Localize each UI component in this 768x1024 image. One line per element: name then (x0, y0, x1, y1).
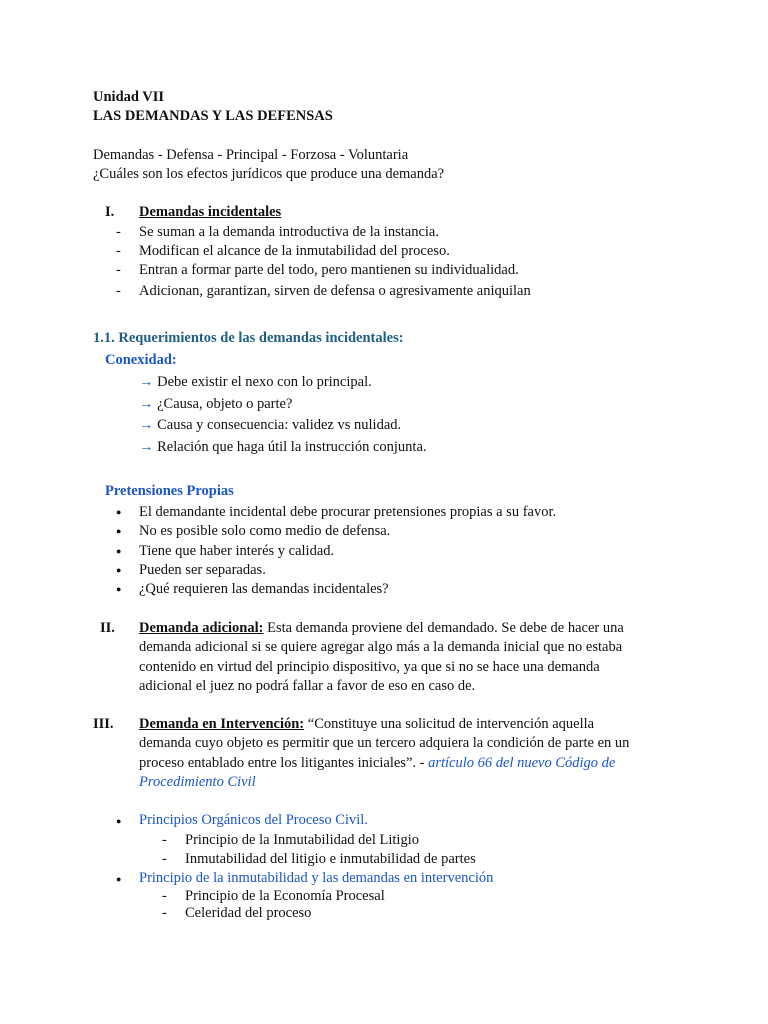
list-item: Pueden ser separadas. (139, 562, 266, 578)
list-item: Tiene que haber interés y calidad. (139, 543, 335, 559)
list-item: El demandante incidental debe procurar pretensiones propias a su favor. (139, 504, 557, 520)
dash-marker: - (116, 262, 121, 278)
list-item: Se suman a la demanda introductiva de la instancia. (139, 224, 439, 240)
unit-label: Unidad VII (93, 89, 165, 105)
principle-heading: Principio de la inmutabilidad y las demandas en intervención (139, 870, 494, 886)
section-3-line: demanda cuyo objeto es permitir que un tercero adquiera la condición de parte en un (139, 735, 630, 751)
dash-marker: - (162, 851, 167, 867)
list-item: Principio de la Economía Procesal (185, 888, 385, 904)
section-3-text: “Constituye una solicitud de intervención aquella (304, 716, 595, 732)
arrow-item (139, 438, 427, 457)
keywords-line: Demandas - Defensa - Principal - Forzosa - Voluntaria (93, 147, 409, 163)
dash-marker: - (162, 832, 167, 848)
dash-marker: - (116, 224, 121, 240)
section-2-number: II. (100, 620, 115, 636)
dash-marker: - (162, 905, 167, 921)
section-2-line: demanda adicional si se quiere agregar algo más a la demanda inicial que no estaba (139, 639, 623, 655)
arrow-item (139, 373, 372, 392)
section-3-line (139, 754, 615, 773)
section-3-text: proceso entablado entre los litigantes iniciales”. - (139, 755, 429, 771)
list-item: Principio de la Inmutabilidad del Litigio (185, 832, 419, 848)
section-3-line (139, 715, 594, 734)
bullet-icon: ● (116, 526, 122, 536)
section-2-line: contenido en virtud del principio dispositivo, ya que si no se hace una demanda (139, 659, 600, 675)
section-2-text: Esta demanda proviene del demandado. Se debe de hacer una (263, 620, 624, 636)
list-item: Celeridad del proceso (185, 905, 312, 921)
arrow-right-icon: → (139, 374, 154, 390)
list-item: Inmutabilidad del litigio e inmutabilidad de partes (185, 851, 476, 867)
arrow-right-icon: → (139, 396, 154, 412)
document-title: LAS DEMANDAS Y LAS DEFENSAS (93, 108, 333, 124)
citation-link: artículo 66 del nuevo Código de (428, 755, 616, 771)
citation-link: Procedimiento Civil (139, 774, 256, 790)
bullet-icon: ● (116, 816, 122, 826)
arrow-item (139, 395, 292, 414)
section-3-number: III. (93, 716, 114, 732)
arrow-item-text: Relación que haga útil la instrucción conjunta. (157, 439, 427, 455)
dash-marker: - (116, 243, 121, 259)
section-3-heading: Demanda en Intervención: (139, 716, 305, 732)
arrow-item (139, 416, 401, 435)
list-item: No es posible solo como medio de defensa. (139, 523, 391, 539)
list-item: Adicionan, garantizan, sirven de defensa o agresivamente aniquilan (139, 283, 531, 299)
arrow-item-text: Causa y consecuencia: validez vs nulidad. (157, 417, 402, 433)
conexidad-heading: Conexidad: (105, 352, 177, 368)
arrow-item-text: Debe existir el nexo con lo principal. (157, 374, 372, 390)
arrow-right-icon: → (139, 417, 154, 433)
list-item: Modifican el alcance de la inmutabilidad del proceso. (139, 243, 450, 259)
arrow-right-icon: → (139, 439, 154, 455)
section-2-heading: Demanda adicional: (139, 620, 264, 636)
section-2-line: adicional el juez no podrá fallar a favor de eso en caso de. (139, 678, 476, 694)
pretensiones-heading: Pretensiones Propias (105, 483, 234, 499)
section-2-line (139, 619, 624, 638)
section-1-heading: Demandas incidentales (139, 204, 282, 220)
list-item: Entran a formar parte del todo, pero mantienen su individualidad. (139, 262, 519, 278)
subsection-1-1-heading: 1.1. Requerimientos de las demandas incidentales: (93, 330, 404, 346)
bullet-icon: ● (116, 584, 122, 594)
arrow-item-text: ¿Causa, objeto o parte? (157, 396, 293, 412)
dash-marker: - (162, 888, 167, 904)
question-line: ¿Cuáles son los efectos jurídicos que produce una demanda? (93, 166, 445, 182)
principle-heading: Principios Orgánicos del Proceso Civil. (139, 812, 368, 828)
bullet-icon: ● (116, 874, 122, 884)
section-1-number: I. (105, 204, 115, 220)
list-item: ¿Qué requieren las demandas incidentales? (139, 581, 389, 597)
bullet-icon: ● (116, 546, 122, 556)
bullet-icon: ● (116, 565, 122, 575)
bullet-icon: ● (116, 507, 122, 517)
dash-marker: - (116, 283, 121, 299)
